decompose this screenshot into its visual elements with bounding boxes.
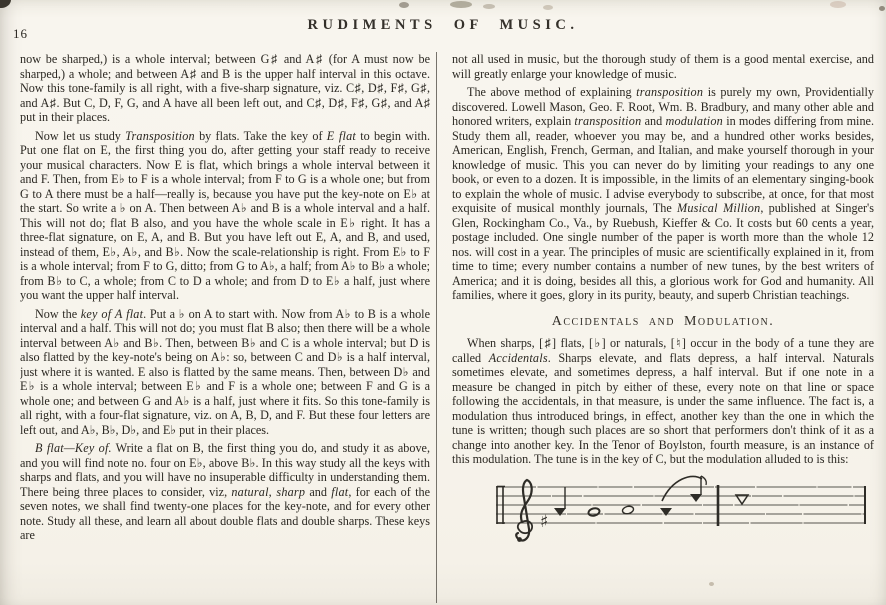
note-half-2 <box>622 505 635 515</box>
scan-smudge <box>830 1 846 8</box>
paragraph: B flat—Key of. Write a flat on B, the first thing you do, and study it as above, and you will find note no. four on E♭, above B♭. In this way study all the keys with sharps and flats, and you will have no insuperable difficulty in understanding them. There being three places to consider, viz, natural, sharp and flat, for each of the seven notes, we shall find twenty-one places for the key-note, and for every other note. Study all these, and learn all about double flats and double sharps. These keys are <box>20 441 430 542</box>
page-number: 16 <box>13 26 28 41</box>
paragraph: Now the key of A flat. Put a ♭ on A to start with. Now from A♭ to B is a whole interval and a half. This will not do; you must flat B also; then there will be a whole interval between A♭ and B♭. Then, between B♭ and C is a whole interval; but D is also flatted by the key-note's being on A♭: so, between C and D♭ is a half interval, just where it is wanted. E also is flatted by the same means. Then, between D♭ and E♭ is a whole interval; between E♭ and F is a whole one; between F and G is a whole one; and between G and A♭ is a half, just where it fits. So this tone-family is all right, with a four-flat signature, viz. on A, B, D, and F. But these four letters are left out, and A♭, B♭, D♭, and E♭ put in their places. <box>20 306 430 437</box>
left-column <box>20 52 430 603</box>
note-quarter-1 <box>554 487 566 516</box>
staff-lines <box>496 487 866 523</box>
scan-smudge <box>0 0 11 8</box>
scan-smudge <box>450 1 472 8</box>
page-title: RUDIMENTS OF MUSIC. <box>307 17 579 33</box>
treble-clef-icon <box>516 480 532 542</box>
sharp-icon: ♯ <box>540 511 549 532</box>
paragraph: The above method of explaining transposition is purely my own, Providentially discovered. Lowell Mason, Geo. F. Root, Wm. B. Bradbury, and many other able and honored writers, explain transposition and modulation in modes differing from mine. Study them all, reader, whoever you may be, and a hundred other works besides, American, English, French, German, and Italian, and make yourself thorough in your knowledge of music. This you can never do by limiting your readings to any one book, or even to a dozen. It is impossible, in the limits of an elementary singing-book to explain the whole of music. I advise everybody to subscribe, at once, for that most exquisite of musical monthly journals, The Musical Million, published at Singer's Glen, Rockingham Co., Va., by Ruebush, Kieffer & Co. It costs but 60 cents a year, postage included. One single number of the paper is worth more than the whole 12 nos. will cost in a year. The principles of music are scientifically explained in it, from time to time; every number contains a number of new tunes, by the best writers of America; and it is doing, besides all this, a glorious work for God and humanity. All families, where it goes, glory in its purity, beauty, and superb Christian teachings. <box>452 85 874 302</box>
right-column <box>452 52 874 603</box>
paragraph: now be sharped,) is a whole interval; between G♯ and A♯ (for A must now be sharped,) a whole; and between A♯ and B is the upper half interval in this octave. Now this tone-family is all right, with a five-sharp signature, viz. C♯, D♯, F♯, G♯, and A♯. But C, D, F, G, and A have all been left out, and C♯, D♯, F♯, G♯, and A♯ put in their places. <box>20 52 430 124</box>
scan-smudge <box>399 2 409 8</box>
note-quarter-2 <box>660 508 672 516</box>
paragraph: not all used in music, but the thorough study of them is a good mental exercise, and will greatly enlarge your knowledge of music. <box>452 52 874 81</box>
scan-smudge <box>483 4 495 9</box>
right-column-top-text <box>452 52 874 303</box>
scan-smudge <box>543 5 553 10</box>
text-columns <box>20 52 874 603</box>
right-column-bottom-text <box>452 336 874 467</box>
paragraph: When sharps, [♯] flats, [♭] or naturals, [♮] occur in the body of a tune they are called Accidentals. Sharps elevate, and flats depress, a half interval. Naturals sometimes elevate, and sometimes depress, a half interval. But if one note in a measure be changed in pitch by either of these, every note on that line or space following the accidentals, in that measure, is under the same influence. The fact is, a modulation thus introduced brings, in effect, another key than the one in which the tune is written; though such places are so short that performers don't think of it as a change into another key. In the Tenor of Boylston, fourth measure, is an instance of this modulation. The tune is in the key of C, but the modulation alluded to is this: <box>452 336 874 466</box>
column-divider-rule <box>436 52 437 603</box>
scan-smudge <box>879 6 885 11</box>
section-heading: Accidentals and Modulation. <box>551 313 775 329</box>
paragraph: Now let us study Transposition by flats. Take the key of E flat to begin with. Put one flat on E, the first thing you do, after getting your staff ready to receive your musical characters. Now E is flat, which brings a whole interval between it and F. Then, from E♭ to F is a whole interval; from F to G is a whole one; but from G to A there must be a half—really is, because you have put the key-note on E♭ at the start. So write a ♭ on A. Then between A♭ and B is a whole interval and a half. This will not do; flat B also, and you have the whole scale in E♭ right. It has a three-flat signature, on E, A, and B. But you have left out E, A, and B, and used, instead of them, E♭, A♭, and B♭. Now the scale-relationship is right. From E♭ to F is a whole interval; from F to G, ditto; from G to A♭, a half; from A♭ to B♭ a whole; from B♭ to C, a whole; from C to D a whole; and from D to E♭ a half, just where you want the upper half interval. <box>20 128 430 302</box>
music-staff-figure <box>494 473 874 551</box>
note-eighth <box>690 476 706 502</box>
note-half-1 <box>588 507 601 517</box>
